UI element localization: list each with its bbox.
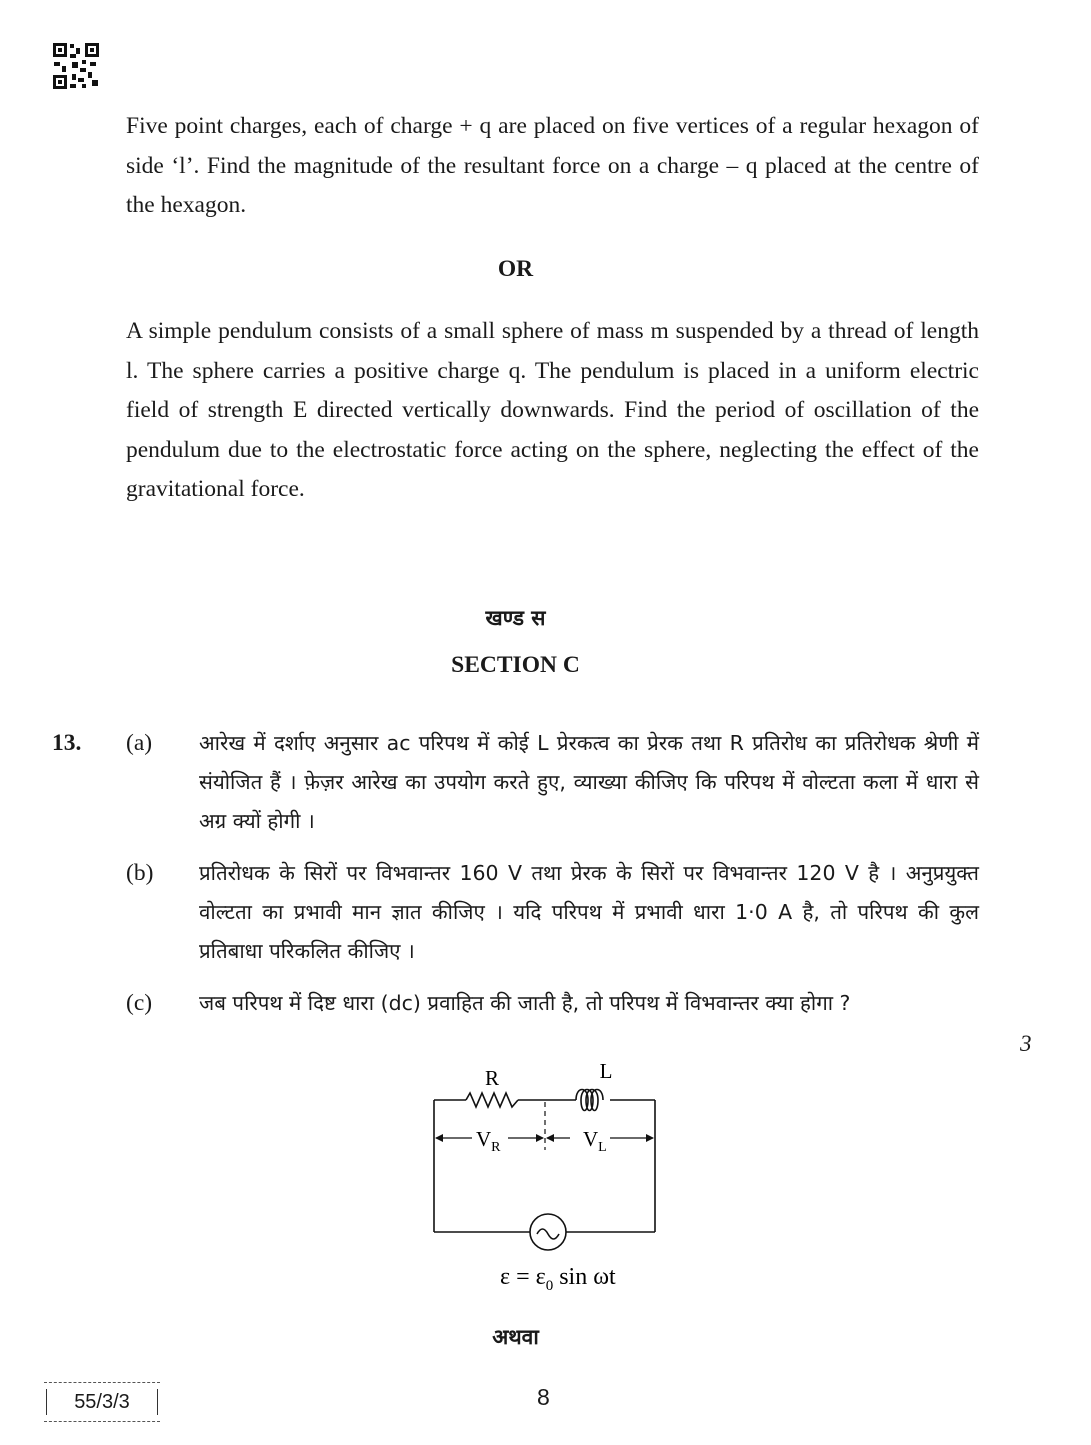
section-title-hindi: खण्ड स [485, 606, 546, 630]
vr-label: $V_R$ [476, 1127, 501, 1155]
paper-code: 55/3/3 [46, 1389, 158, 1415]
part-a-label: (a) [126, 730, 153, 756]
qr-code-icon [52, 42, 100, 90]
section-title-english: SECTION C [451, 652, 580, 678]
ac-source-symbol [530, 1214, 566, 1250]
page-number: 8 [537, 1384, 550, 1410]
circuit-diagram [420, 1058, 680, 1298]
inductor-label: L [599, 1059, 613, 1083]
question-12-text: Five point charges, each of charge + q are placed on five vertices of a regular hexagon of side ‘l’. Find the magnitude of the resultant force on a charge – q placed at the centre of the hexagon. [126, 113, 979, 218]
paper-code-box [44, 1382, 160, 1422]
or-separator-hindi: अथवा [492, 1325, 539, 1349]
part-b-text: प्रतिरोधक के सिरों पर विभवान्तर 160 V तथा प्रेरक के सिरों पर विभवान्तर 120 V है । अनुप्रयुक्त वोल्टता का प्रभावी मान ज्ञात कीजिए । यदि परिपथ में प्रभावी धारा 1·0 A है, तो परिपथ की कुल प्रतिबाधा परिकलित कीजिए । [199, 861, 979, 963]
resistor-label: R [484, 1066, 500, 1090]
question-number: 13. [52, 730, 82, 756]
part-b-label: (b) [126, 860, 154, 886]
inductor-symbol [576, 1090, 603, 1111]
vl-label: $V_L$ [583, 1127, 607, 1155]
source-equation: $\varepsilon = \varepsilon_0$ sin ωt [500, 1264, 616, 1294]
marks: 3 [1020, 1031, 1032, 1056]
part-c-label: (c) [126, 990, 153, 1016]
part-c-text: जब परिपथ में दिष्ट धारा (dc) प्रवाहित की जाती है, तो परिपथ में विभवान्तर क्या होगा ? [199, 991, 851, 1015]
or-separator: OR [497, 256, 534, 282]
resistor-symbol [466, 1093, 518, 1107]
question-12-alternative-text: A simple pendulum consists of a small sphere of mass m suspended by a thread of length l. The sphere carries a positive charge q. The pendulum is placed in a uniform electric field of strength E directed vertically downwards. Find the period of oscillation of the pendulum due to the electrostatic force acting on the sphere, neglecting the effect of the gravitational force. [126, 318, 979, 502]
part-a-text: आरेख में दर्शाए अनुसार ac परिपथ में कोई L प्रेरकत्व का प्रेरक तथा R प्रतिरोध का प्रतिरोधक श्रेणी में संयोजित हैं । फ़ेज़र आरेख का उपयोग करते हुए, व्याख्या कीजिए कि परिपथ में वोल्टता कला में धारा से अग्र क्यों होगी । [199, 731, 979, 833]
